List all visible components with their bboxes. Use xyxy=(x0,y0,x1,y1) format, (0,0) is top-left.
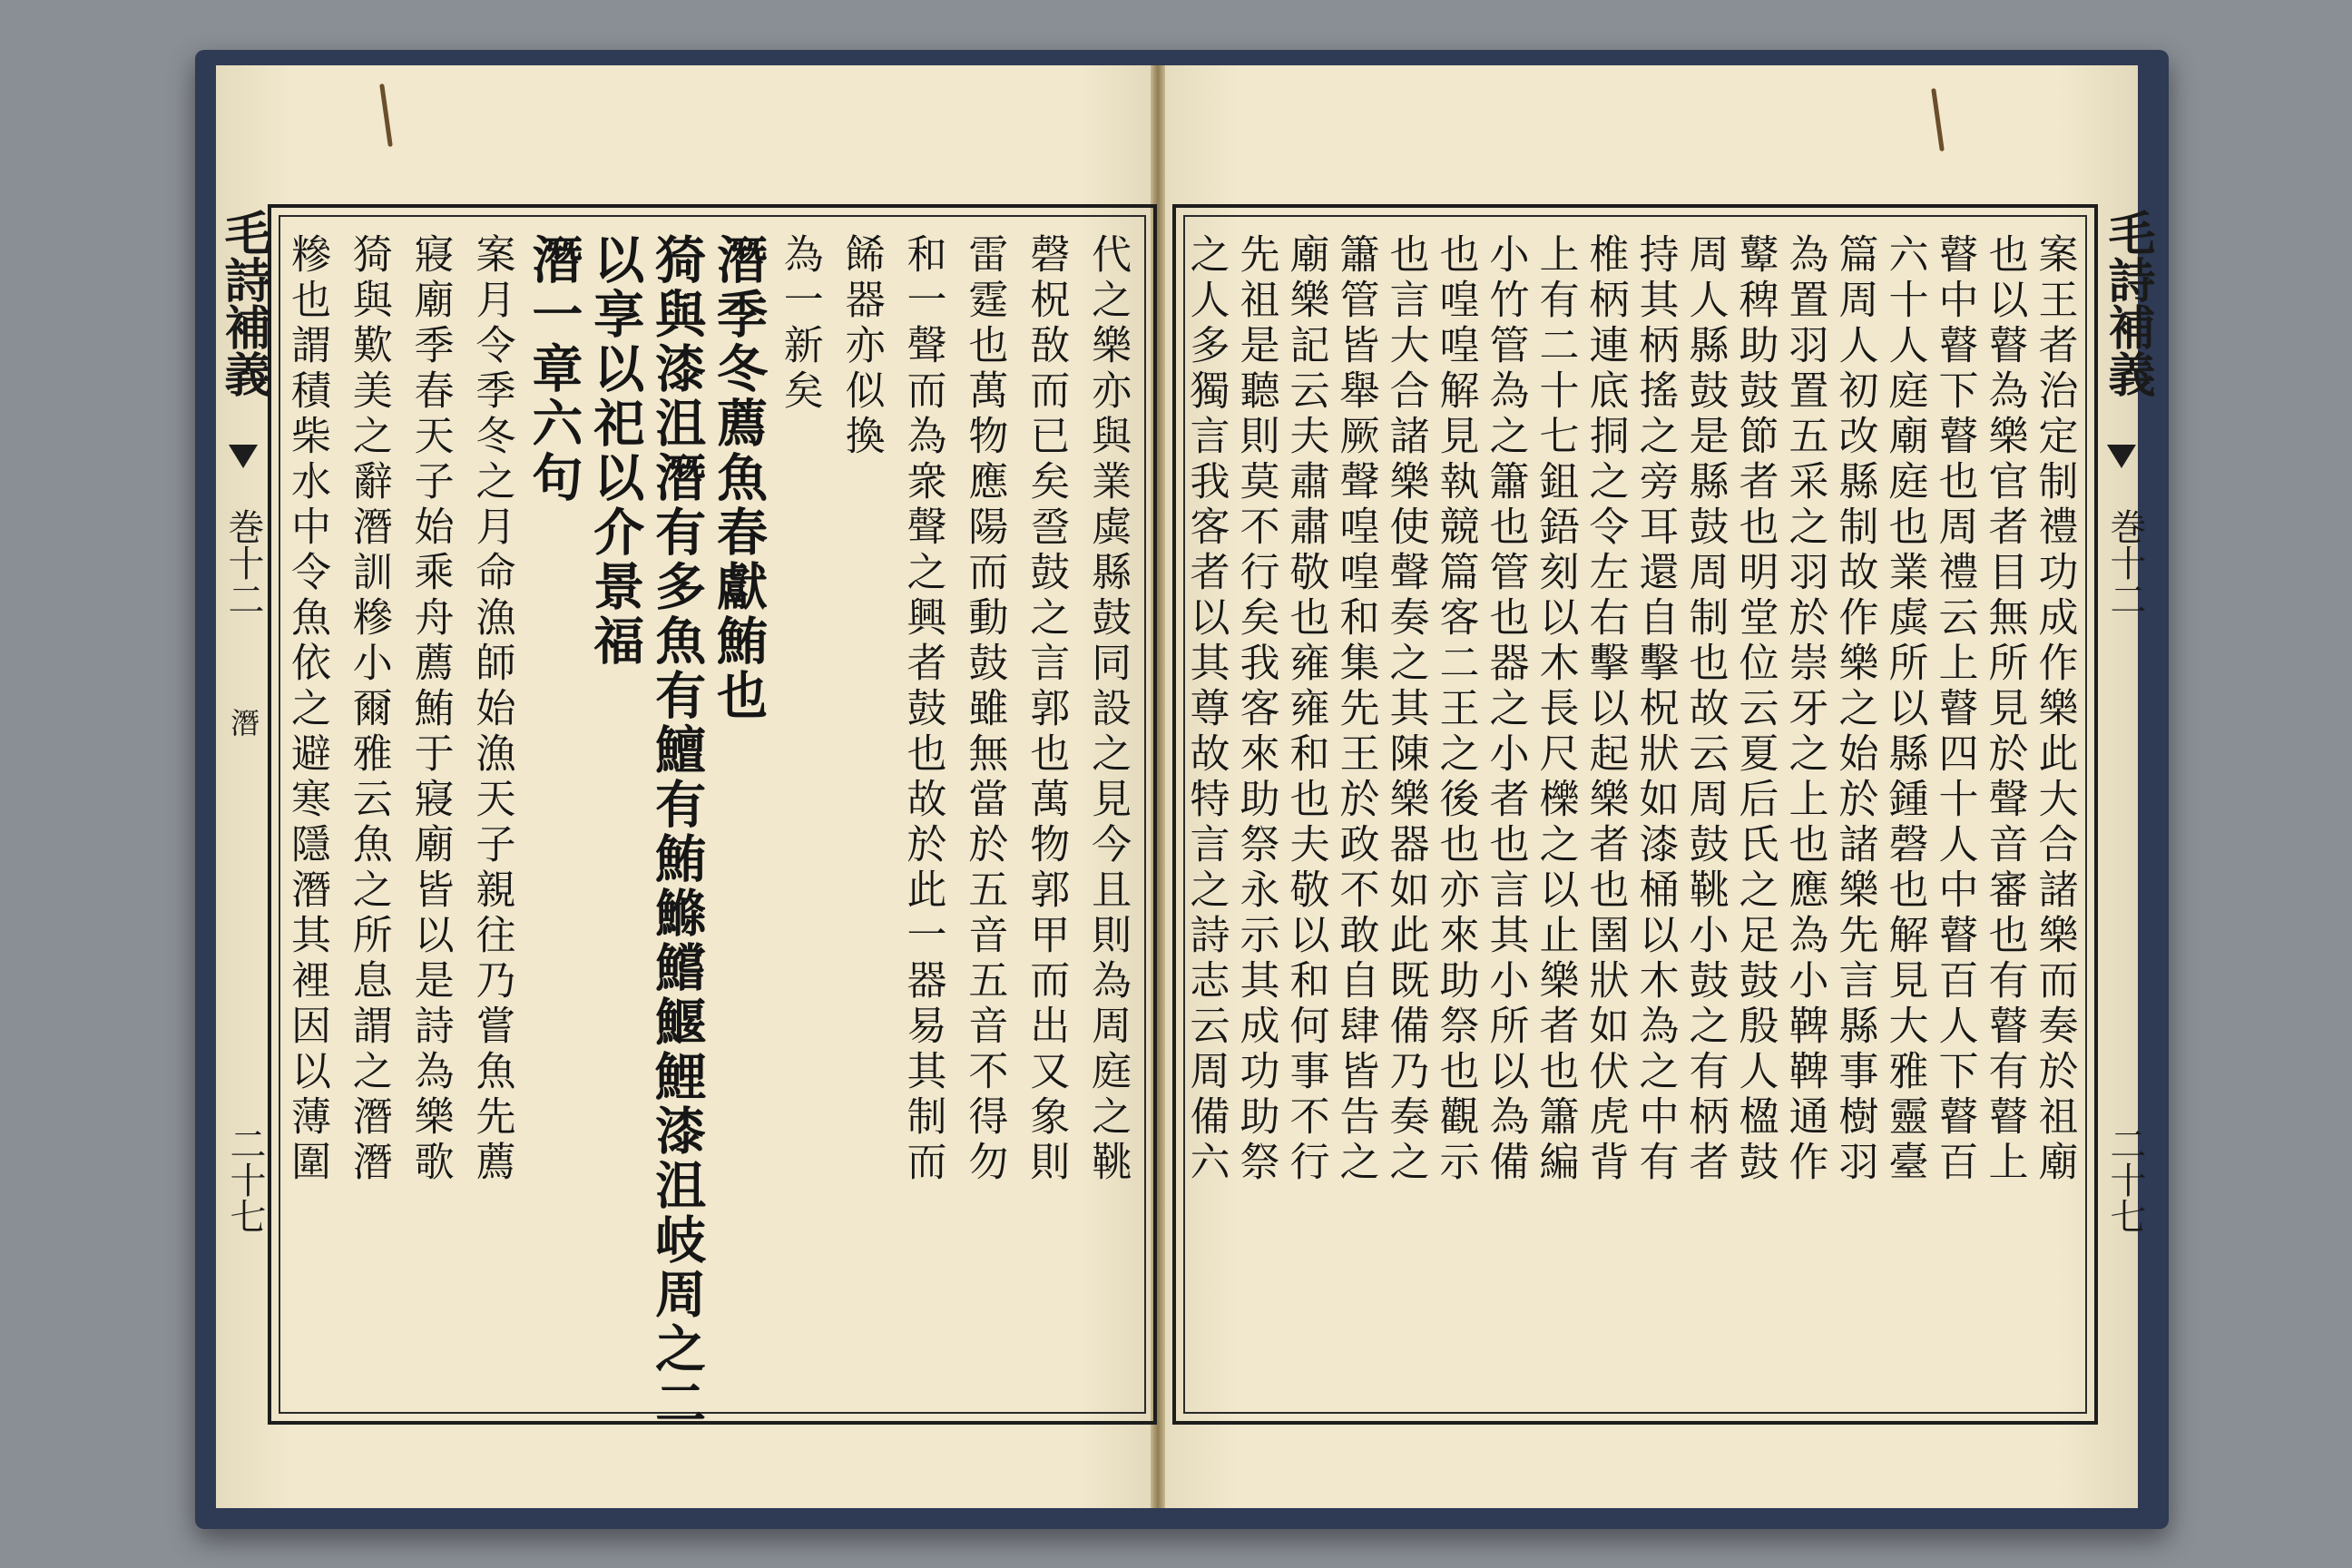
left-margin-folio: 二十七 xyxy=(224,1125,266,1234)
thread-mark xyxy=(379,83,393,147)
right-page-column: 椎柄連底挏之令左右擊以起樂者也圉狀如伏虎背 xyxy=(1582,233,1629,1186)
left-page-column: 為一新矣 xyxy=(776,233,823,415)
right-page-column: 持其柄搖之旁耳還自擊柷狀如漆桶以木為之中有 xyxy=(1632,233,1679,1186)
left-page-column: 和一聲而為衆聲之興者鼓也故於此一器易其制而 xyxy=(899,233,946,1186)
fishtail-mark xyxy=(229,445,258,468)
left-page-column: 磬柷敔而已矣巹鼓之言郭也萬物郭甲而出又象則 xyxy=(1023,233,1070,1186)
left-page-column: 餙器亦似換 xyxy=(838,233,885,460)
left-margin-section: 潛 xyxy=(226,708,260,737)
right-page-column: 瞽中瞽下瞽也周禮云上瞽四十人中瞽百人下瞽百 xyxy=(1931,233,1978,1186)
right-page-column: 也喤喤解見執競篇客二王之後也亦來助祭也觀示 xyxy=(1432,233,1479,1186)
right-page-column: 廟樂記云夫肅肅敬也雍雍和也夫敬以和何事不行 xyxy=(1282,233,1329,1186)
right-page-column: 為置羽置五采之羽於崇牙之上也應為小鞞鞞通作 xyxy=(1781,233,1828,1186)
left-text-area xyxy=(279,215,1146,1431)
right-page-column: 也言大合諸樂使聲奏之其陳樂器如此既備乃奏之 xyxy=(1382,233,1429,1186)
right-page-column: 案王者治定制禮功成作樂此大合諸樂而奏於祖廟 xyxy=(2031,233,2078,1186)
right-page-column: 篇周人初改縣制故作樂之始於諸樂先言縣事樹羽 xyxy=(1831,233,1878,1186)
left-page-column: 寢廟季春天子始乘舟薦鮪于寢廟皆以是詩為樂歌 xyxy=(407,233,454,1186)
right-text-area xyxy=(1183,215,2087,1414)
right-page-column: 六十人庭廟庭也業虡所以縣鍾磬也解見大雅靈臺 xyxy=(1881,233,1928,1186)
right-page-column: 鼙稗助鼓節者也明堂位云夏后氏之足鼓殷人楹鼓 xyxy=(1731,233,1779,1186)
right-margin-volume: 巻十二 xyxy=(2104,508,2146,617)
left-page-column: 潛一章六句 xyxy=(524,233,584,505)
fishtail-mark xyxy=(2107,445,2136,468)
right-page-column: 之人多獨言我客者以其尊故特言之詩志云周備六 xyxy=(1182,233,1230,1186)
left-page-column: 以享以祀以介景福 xyxy=(585,233,646,669)
left-margin-title: 毛詩補義 xyxy=(216,209,271,397)
right-page-column: 上有二十七鉏鋙刻以木長尺櫟之以止樂者也簫編 xyxy=(1532,233,1579,1186)
left-text-frame xyxy=(268,204,1157,1431)
thread-mark xyxy=(1931,88,1945,152)
right-page-column: 先祖是聽則莫不行矣我客來助祭永示其成功助祭 xyxy=(1232,233,1279,1186)
left-page-column: 猗與漆沮潛有多魚有鱣有鮪鰷鱨鰋鯉漆沮岐周之二 xyxy=(647,233,708,1431)
left-margin-volume: 巻十二 xyxy=(222,508,264,617)
left-page-column: 案月令季冬之月命漁師始漁天子親往乃嘗魚先薦 xyxy=(468,233,515,1186)
left-page-column: 代之樂亦與業虡縣鼓同設之見今且則為周庭之鞉 xyxy=(1084,233,1132,1186)
right-margin-title: 毛詩補義 xyxy=(2100,209,2155,397)
right-text-frame xyxy=(1172,204,2098,1425)
left-page-column: 猗與歎美之辭潛訓糝小爾雅云魚之所息謂之潛潛 xyxy=(345,233,392,1186)
right-page-column: 小竹管為之簫也管也器之小者也言其小所以為備 xyxy=(1482,233,1529,1186)
left-page-column: 糝也謂積柴水中令魚依之避寒隱潛其裡因以薄圍 xyxy=(283,233,330,1186)
right-page-column: 周人縣鼓是縣鼓周制也故云周鼓鞉小鼓之有柄者 xyxy=(1681,233,1729,1186)
right-page-column: 也以瞽為樂官者目無所見於聲音審也有瞽有瞽上 xyxy=(1981,233,2028,1186)
left-page-column: 雷霆也萬物應陽而動鼓雖無當於五音五音不得勿 xyxy=(961,233,1008,1186)
right-page-column: 簫管皆舉厥聲喤喤和集先王於政不敢自肆皆告之 xyxy=(1332,233,1379,1186)
right-margin-folio: 二十七 xyxy=(2104,1125,2146,1234)
left-page-column: 潛季冬薦魚春獻鮪也 xyxy=(708,233,769,723)
